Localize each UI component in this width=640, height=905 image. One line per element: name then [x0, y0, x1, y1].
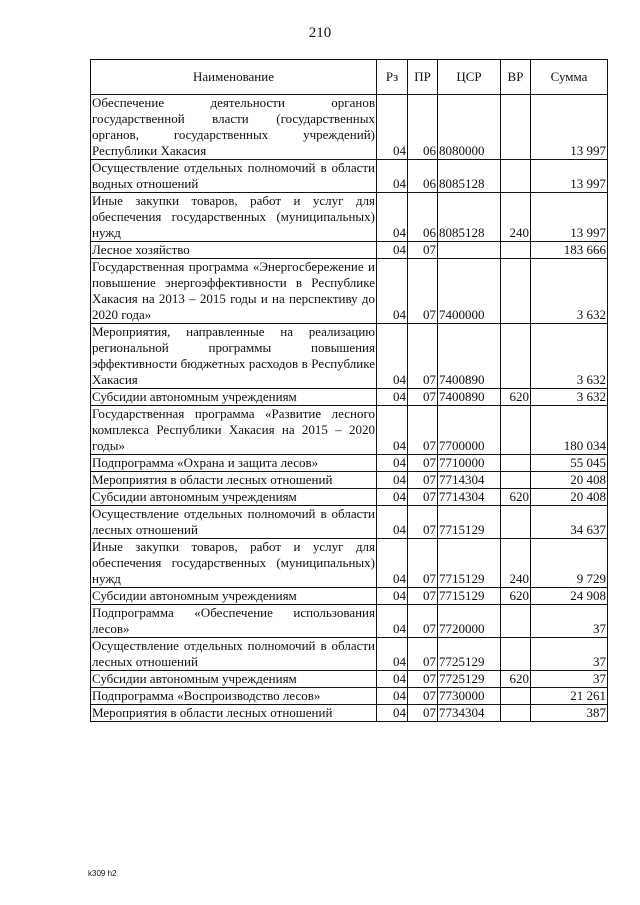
table-row — [91, 688, 608, 705]
cell-vr — [501, 324, 531, 389]
cell-csr: 7714304 — [438, 489, 501, 506]
cell-vr — [501, 242, 531, 259]
cell-rz: 04 — [377, 705, 408, 722]
document-code: k309 h2 — [88, 869, 117, 878]
table-row — [91, 406, 608, 455]
cell-sum: 3 632 — [531, 259, 608, 324]
cell-csr: 7715129 — [438, 539, 501, 588]
cell-pr: 07 — [408, 259, 438, 324]
cell-rz: 04 — [377, 688, 408, 705]
cell-vr — [501, 455, 531, 472]
cell-sum: 180 034 — [531, 406, 608, 455]
cell-sum: 13 997 — [531, 193, 608, 242]
table-row — [91, 539, 608, 588]
column-header-pr: ПР — [408, 60, 438, 95]
cell-sum: 20 408 — [531, 472, 608, 489]
cell-vr — [501, 638, 531, 671]
column-header-rz: Рз — [377, 60, 408, 95]
cell-name: Осуществление отдельных полномочий в области водных отношений — [92, 160, 375, 191]
cell-sum: 37 — [531, 671, 608, 688]
cell-rz: 04 — [377, 406, 408, 455]
cell-csr: 8085128 — [438, 160, 501, 193]
table-row — [91, 705, 608, 722]
cell-rz: 04 — [377, 193, 408, 242]
cell-rz: 04 — [377, 160, 408, 193]
table-row — [91, 242, 608, 259]
cell-name: Мероприятия, направленные на реализацию региональной программы повышения эффективности бюджетных расходов в Республике Хакасия — [92, 324, 375, 387]
cell-rz: 04 — [377, 389, 408, 406]
cell-pr: 07 — [408, 588, 438, 605]
cell-pr: 07 — [408, 489, 438, 506]
cell-sum: 387 — [531, 705, 608, 722]
cell-sum: 24 908 — [531, 588, 608, 605]
cell-pr: 06 — [408, 160, 438, 193]
cell-rz: 04 — [377, 489, 408, 506]
cell-sum: 34 637 — [531, 506, 608, 539]
cell-name: Подпрограмма «Воспроизводство лесов» — [91, 688, 377, 705]
cell-pr: 07 — [408, 605, 438, 638]
cell-rz: 04 — [377, 95, 408, 160]
cell-csr: 7710000 — [438, 455, 501, 472]
cell-pr: 07 — [408, 688, 438, 705]
cell-pr: 07 — [408, 472, 438, 489]
cell-pr: 07 — [408, 324, 438, 389]
cell-csr: 7400890 — [438, 324, 501, 389]
cell-csr: 7730000 — [438, 688, 501, 705]
cell-sum: 55 045 — [531, 455, 608, 472]
cell-rz: 04 — [377, 242, 408, 259]
cell-name: Мероприятия в области лесных отношений — [91, 705, 377, 722]
cell-pr: 07 — [408, 539, 438, 588]
cell-vr: 240 — [501, 193, 531, 242]
cell-pr: 07 — [408, 455, 438, 472]
cell-pr: 07 — [408, 389, 438, 406]
cell-pr: 06 — [408, 193, 438, 242]
cell-name: Обеспечение деятельности органов государственной власти (государственных органов, государственных учреждений) Республики Хакасия — [92, 95, 375, 158]
table-row — [91, 160, 608, 193]
cell-name: Субсидии автономным учреждениям — [91, 489, 377, 506]
column-header-name: Наименование — [91, 60, 377, 95]
cell-name: Иные закупки товаров, работ и услуг для обеспечения государственных (муниципальных) нужд — [92, 539, 375, 586]
table-row — [91, 389, 608, 406]
cell-pr: 07 — [408, 705, 438, 722]
cell-name: Подпрограмма «Охрана и защита лесов» — [91, 455, 377, 472]
table-row — [91, 193, 608, 242]
table-row — [91, 489, 608, 506]
column-header-sum: Сумма — [531, 60, 608, 95]
cell-name: Субсидии автономным учреждениям — [91, 588, 377, 605]
cell-name: Субсидии автономным учреждениям — [91, 671, 377, 688]
cell-csr: 7715129 — [438, 588, 501, 605]
cell-name: Государственная программа «Энергосбережение и повышение энергоэффективности в Республике Хакасия на 2013 – 2015 годы и на перспективу до 2020 года» — [92, 259, 375, 322]
cell-csr: 7725129 — [438, 638, 501, 671]
cell-csr — [438, 242, 501, 259]
cell-csr: 7715129 — [438, 506, 501, 539]
cell-csr: 7734304 — [438, 705, 501, 722]
cell-csr: 8080000 — [438, 95, 501, 160]
cell-name: Мероприятия в области лесных отношений — [91, 472, 377, 489]
cell-rz: 04 — [377, 506, 408, 539]
cell-vr — [501, 605, 531, 638]
cell-rz: 04 — [377, 472, 408, 489]
cell-csr: 8085128 — [438, 193, 501, 242]
table-row — [91, 472, 608, 489]
table-row — [91, 455, 608, 472]
table-row — [91, 588, 608, 605]
cell-pr: 07 — [408, 671, 438, 688]
cell-csr: 7700000 — [438, 406, 501, 455]
cell-vr — [501, 259, 531, 324]
cell-vr: 620 — [501, 389, 531, 406]
cell-vr — [501, 472, 531, 489]
cell-name: Подпрограмма «Обеспечение использования лесов» — [92, 605, 375, 636]
cell-rz: 04 — [377, 259, 408, 324]
cell-sum: 3 632 — [531, 389, 608, 406]
page-number: 210 — [308, 25, 332, 41]
table-header-row — [91, 60, 608, 95]
column-header-vr: ВР — [501, 60, 531, 95]
cell-name: Осуществление отдельных полномочий в области лесных отношений — [92, 638, 375, 669]
cell-csr: 7400890 — [438, 389, 501, 406]
column-header-csr: ЦСР — [438, 60, 501, 95]
cell-vr — [501, 406, 531, 455]
cell-vr — [501, 688, 531, 705]
cell-sum: 9 729 — [531, 539, 608, 588]
cell-sum: 13 997 — [531, 160, 608, 193]
cell-pr: 07 — [408, 506, 438, 539]
cell-sum: 21 261 — [531, 688, 608, 705]
cell-name: Осуществление отдельных полномочий в области лесных отношений — [92, 506, 375, 537]
cell-rz: 04 — [377, 455, 408, 472]
cell-pr: 07 — [408, 406, 438, 455]
cell-sum: 13 997 — [531, 95, 608, 160]
cell-pr: 06 — [408, 95, 438, 160]
budget-table — [90, 59, 608, 722]
table-row — [91, 638, 608, 671]
cell-vr: 620 — [501, 671, 531, 688]
cell-sum: 37 — [531, 605, 608, 638]
cell-vr — [501, 705, 531, 722]
cell-vr — [501, 506, 531, 539]
cell-rz: 04 — [377, 638, 408, 671]
table-row — [91, 95, 608, 160]
cell-vr — [501, 160, 531, 193]
cell-vr: 620 — [501, 489, 531, 506]
cell-vr — [501, 95, 531, 160]
cell-csr: 7720000 — [438, 605, 501, 638]
cell-rz: 04 — [377, 539, 408, 588]
cell-rz: 04 — [377, 671, 408, 688]
cell-name: Иные закупки товаров, работ и услуг для обеспечения государственных (муниципальных) нужд — [92, 193, 375, 240]
cell-pr: 07 — [408, 242, 438, 259]
cell-csr: 7725129 — [438, 671, 501, 688]
cell-name: Лесное хозяйство — [91, 242, 377, 259]
cell-csr: 7714304 — [438, 472, 501, 489]
cell-vr: 240 — [501, 539, 531, 588]
cell-name: Субсидии автономным учреждениям — [91, 389, 377, 406]
cell-sum: 3 632 — [531, 324, 608, 389]
cell-rz: 04 — [377, 324, 408, 389]
cell-pr: 07 — [408, 638, 438, 671]
table-row — [91, 605, 608, 638]
table-row — [91, 671, 608, 688]
cell-name: Государственная программа «Развитие лесного комплекса Республики Хакасия на 2015 – 2020 годы» — [92, 406, 375, 453]
cell-sum: 37 — [531, 638, 608, 671]
table-row — [91, 506, 608, 539]
cell-rz: 04 — [377, 588, 408, 605]
cell-rz: 04 — [377, 605, 408, 638]
cell-sum: 20 408 — [531, 489, 608, 506]
table-row — [91, 324, 608, 389]
cell-vr: 620 — [501, 588, 531, 605]
cell-csr: 7400000 — [438, 259, 501, 324]
cell-sum: 183 666 — [531, 242, 608, 259]
table-row — [91, 259, 608, 324]
